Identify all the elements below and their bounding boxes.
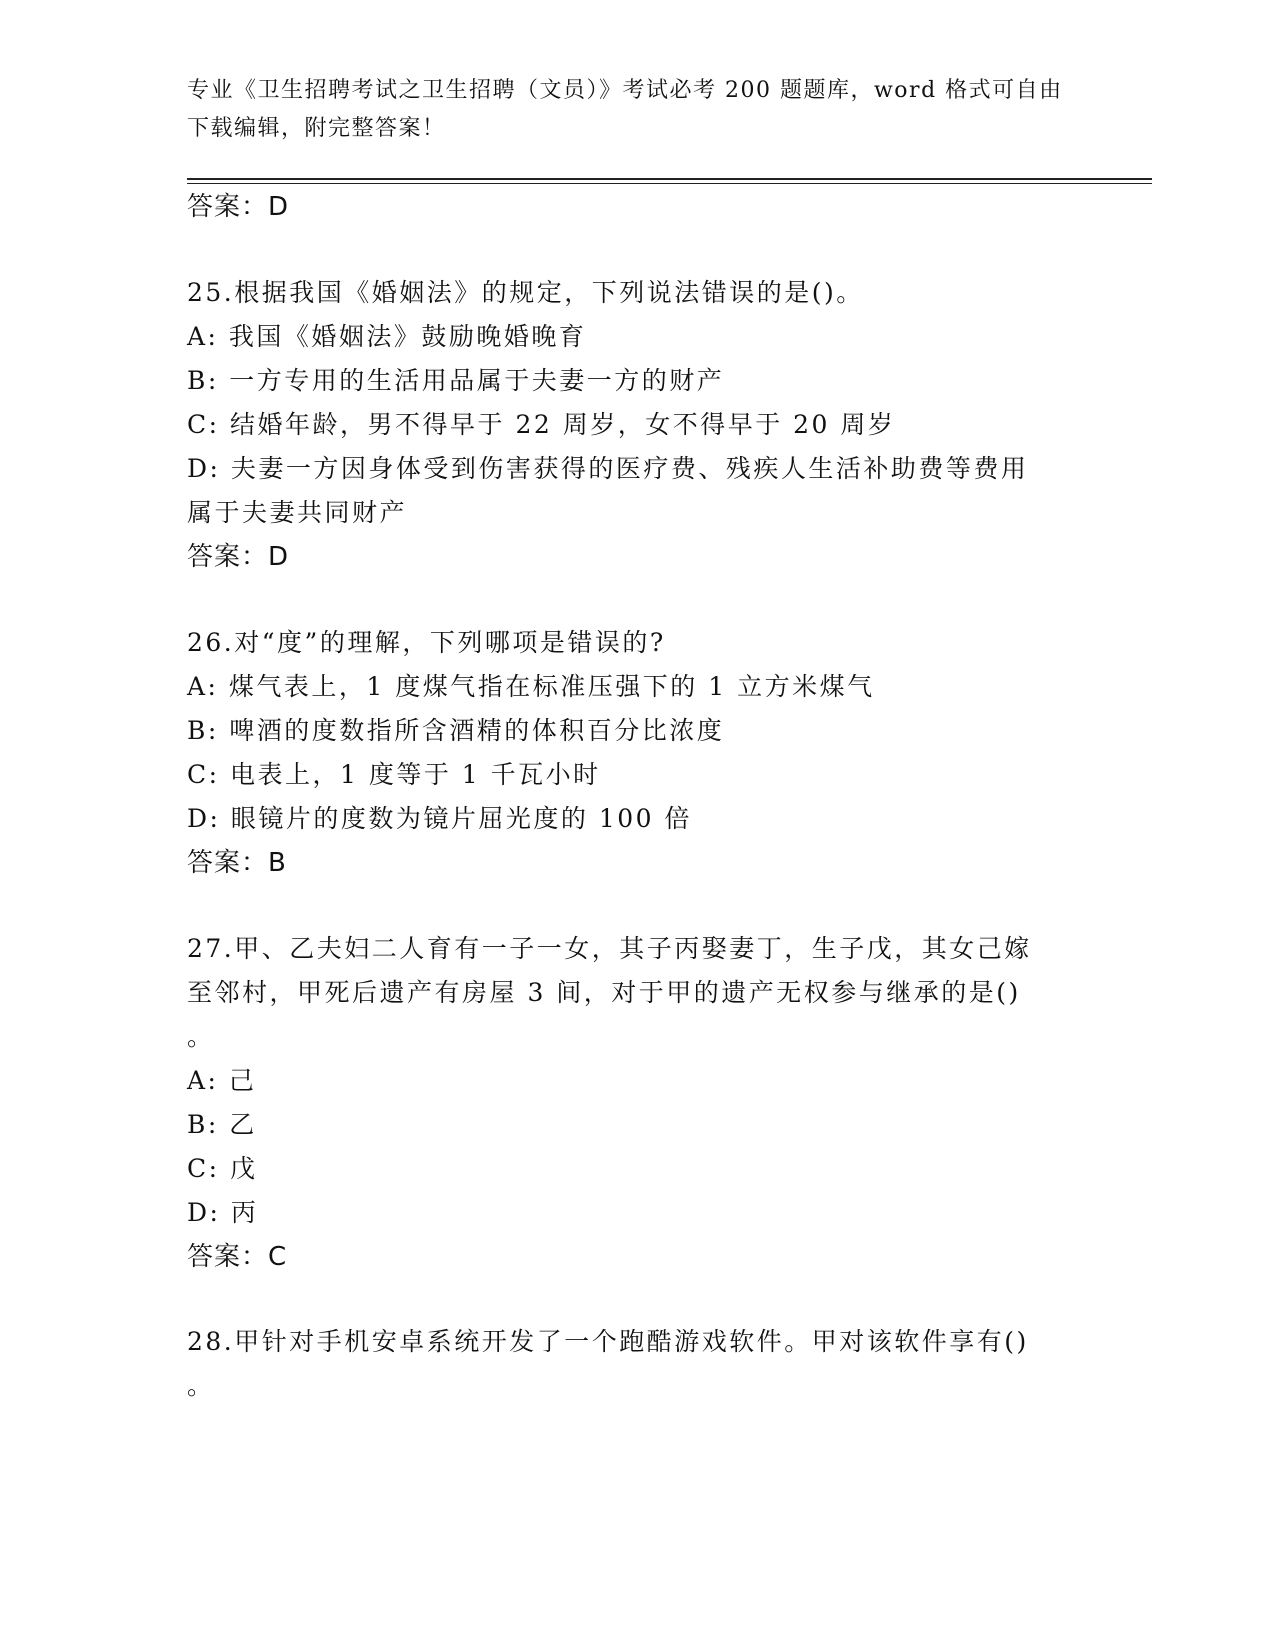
question-26-option-d: D: 眼镜片的度数为镜片屈光度的 100 倍 xyxy=(187,804,693,833)
question-27-option-b: B: 乙 xyxy=(187,1110,257,1139)
question-27-stem-line-2: 至邻村，甲死后遗产有房屋 3 间，对于甲的遗产无权参与继承的是() xyxy=(187,978,1021,1007)
question-28-stem: 28.甲针对手机安卓系统开发了一个跑酷游戏软件。甲对该软件享有() xyxy=(187,1327,1029,1356)
question-27-stem-line-3: 。 xyxy=(187,1022,215,1051)
question-25-option-a: A: 我国《婚姻法》鼓励晚婚晚育 xyxy=(187,322,587,351)
question-25-stem: 25.根据我国《婚姻法》的规定，下列说法错误的是()。 xyxy=(187,278,864,307)
question-25-option-d-continued: 属于夫妻共同财产 xyxy=(187,498,408,527)
document-header: 专业《卫生招聘考试之卫生招聘（文员）》考试必考 200 题题库，word 格式可自由下载编辑，附完整答案！ xyxy=(187,78,1063,141)
answer-q26: 答案：B xyxy=(187,848,287,878)
question-27-option-d: D: 丙 xyxy=(187,1198,259,1227)
question-26-stem: 26.对“度”的理解，下列哪项是错误的? xyxy=(187,628,666,657)
answer-q25: 答案：D xyxy=(187,542,290,572)
question-26-option-a: A: 煤气表上，1 度煤气指在标准压强下的 1 立方米煤气 xyxy=(187,672,875,701)
question-25-option-c: C: 结婚年龄，男不得早于 22 周岁，女不得早于 20 周岁 xyxy=(187,410,896,439)
question-26-option-c: C: 电表上，1 度等于 1 千瓦小时 xyxy=(187,760,601,789)
question-25-option-d: D: 夫妻一方因身体受到伤害获得的医疗费、残疾人生活补助费等费用 xyxy=(187,454,1029,483)
question-27-option-c: C: 戊 xyxy=(187,1154,258,1183)
question-26-option-b: B: 啤酒的度数指所含酒精的体积百分比浓度 xyxy=(187,716,725,745)
answer-q24: 答案：D xyxy=(187,192,290,222)
question-27-stem: 27.甲、乙夫妇二人育有一子一女，其子丙娶妻丁，生子戊，其女己嫁 xyxy=(187,934,1032,963)
answer-q27: 答案：C xyxy=(187,1242,288,1272)
header-divider-thick xyxy=(187,178,1152,180)
question-25-option-b: B: 一方专用的生活用品属于夫妻一方的财产 xyxy=(187,366,725,395)
question-28-stem-line-2: 。 xyxy=(187,1371,215,1400)
header-divider-thin xyxy=(187,183,1152,184)
question-27-option-a: A: 己 xyxy=(187,1066,257,1095)
